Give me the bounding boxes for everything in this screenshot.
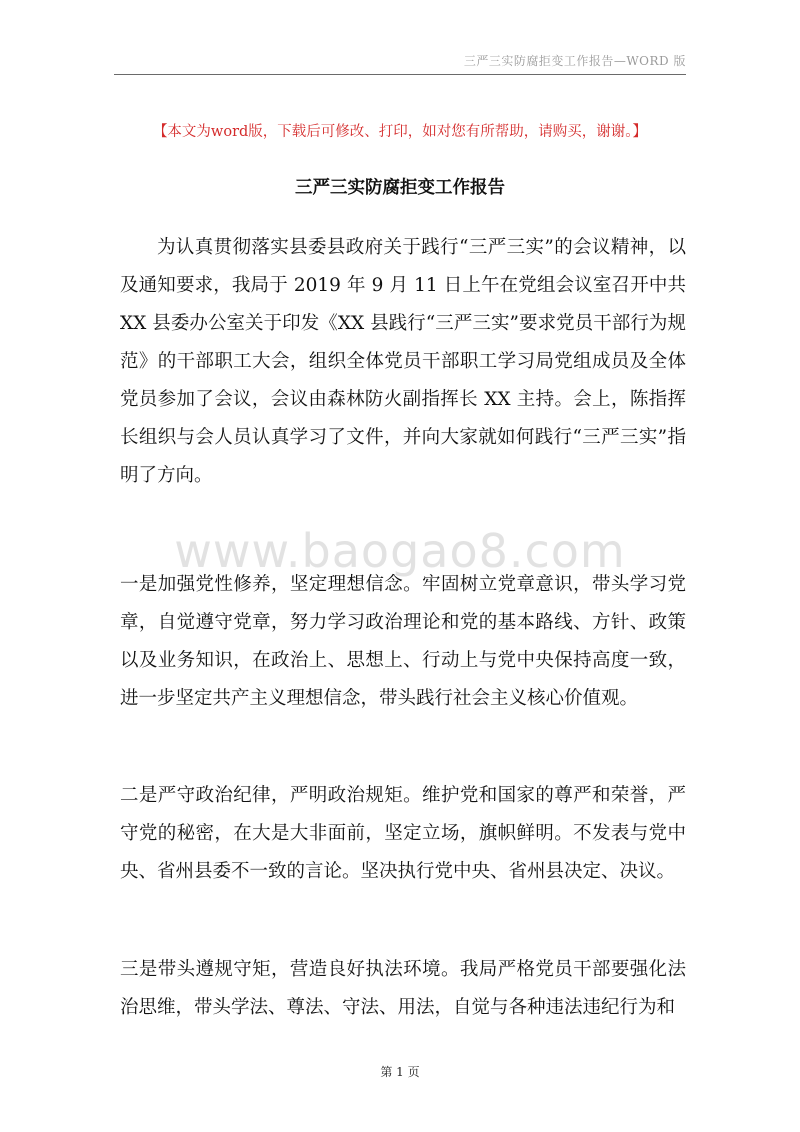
header-divider bbox=[114, 74, 686, 75]
paragraph-point-three: 三是带头遵规守矩，营造良好执法环境。我局严格党员干部要强化法治思维，带头学法、尊法、守法、用法，自觉与各种违法违纪行为和 bbox=[120, 959, 686, 1018]
purchase-notice: 【本文为word版，下载后可修改、打印，如对您有所帮助，请购买，谢谢。】 bbox=[152, 124, 648, 140]
paragraph-intro: 为认真贯彻落实县委县政府关于践行“三严三实”的会议精神，以及通知要求，我局于 2019 年 9 月 11 日上午在党组会议室召开中共 XX 县委办公室关于印发《XX 县践行“三严三实”要求党员干部行为规范》的干部职工大会，组织全体党员干部职工学习局党组成员及全体党员参加了会议，会议由森林防火副指挥长 XX 主持。会上，陈指挥长组织与会人员认真学习了文件，并向大家就如何践行“三严三实”指明了方向。 bbox=[120, 237, 686, 486]
document-title: 三严三实防腐拒变工作报告 bbox=[295, 178, 505, 198]
running-header: 三严三实防腐拒变工作报告—WORD 版 bbox=[463, 54, 686, 68]
watermark: www.baogao8.com bbox=[174, 524, 626, 578]
paragraph-point-one: 一是加强党性修养，坚定理想信念。牢固树立党章意识，带头学习党章，自觉遵守党章，努力学习政治理论和党的基本路线、方针、政策以及业务知识，在政治上、思想上、行动上与党中央保持高度一致，进一步坚定共产主义理想信念，带头践行社会主义核心价值观。 bbox=[120, 574, 686, 709]
paragraph-point-two: 二是严守政治纪律，严明政治规矩。维护党和国家的尊严和荣誉，严守党的秘密，在大是大非面前，坚定立场，旗帜鲜明。不发表与党中央、省州县委不一致的言论。坚决执行党中央、省州县决定、决议。 bbox=[120, 785, 686, 882]
page-number: 第 1 页 bbox=[380, 1065, 420, 1079]
